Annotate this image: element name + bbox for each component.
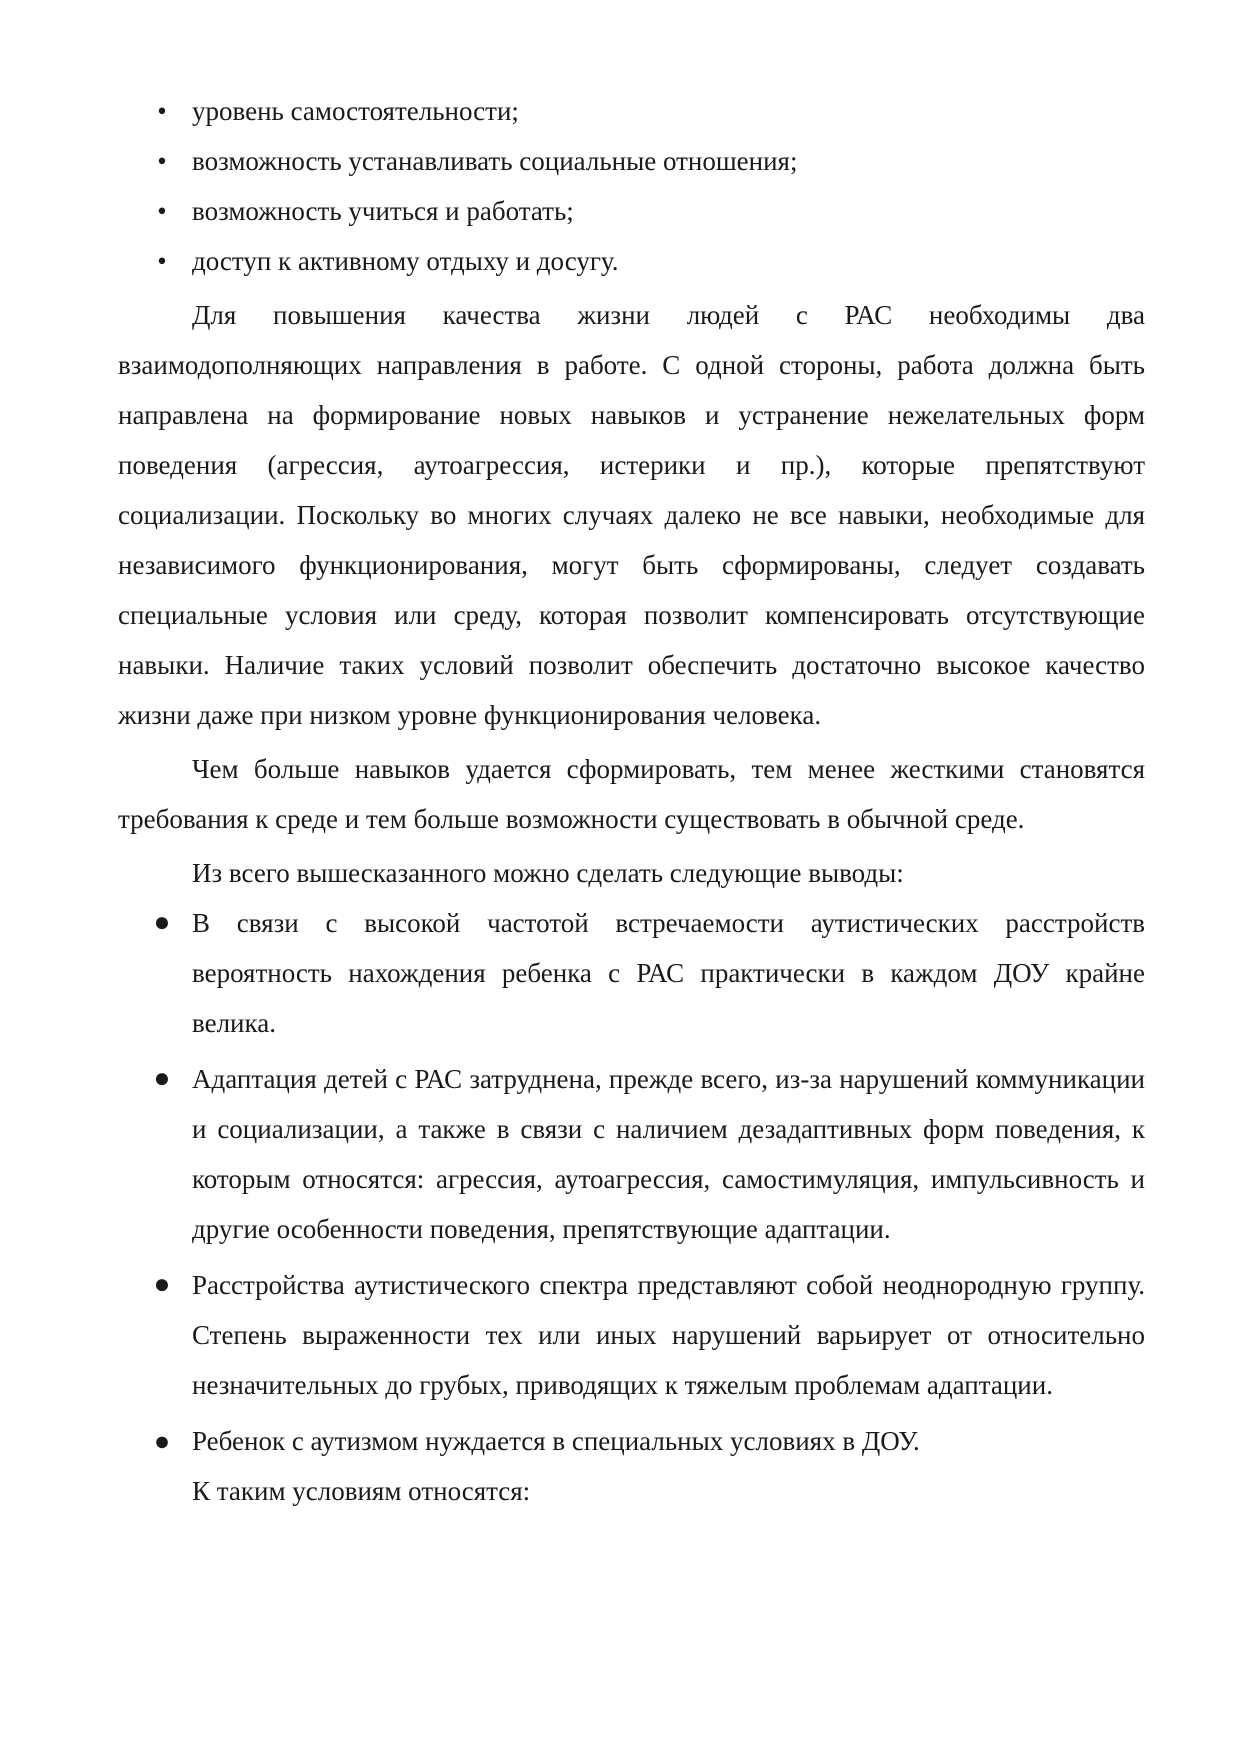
list-item-text: уровень самостоятельности; [192,96,519,126]
list-item [118,236,1145,286]
list-item-text: возможность учиться и работать; [192,196,574,226]
list-item [118,186,1145,236]
bullet-icon: • [157,196,167,226]
bullet-icon: • [157,146,167,176]
bullet-icon: • [157,96,167,126]
bullet-icon: • [157,246,167,276]
bullet-icon: ● [153,907,171,938]
conclusion-item [118,898,1145,1048]
conclusion-item [118,1416,1145,1466]
conclusion-text: Ребенок с аутизмом нуждается в специальных условиях в ДОУ. [192,1426,920,1456]
list-item-text: возможность устанавливать социальные отношения; [192,146,798,176]
conclusion-text: В связи с высокой частотой встречаемости аутистических расстройств вероятность нахождения ребенка с РАС практически в каждом ДОУ крайне велика. [192,908,1145,1038]
bullet-icon: ● [153,1269,171,1300]
paragraph-quality-of-life: Для повышения качества жизни людей с РАС необходимы два взаимодополняющих направления в работе. С одной стороны, работа должна быть направлена на формирование новых навыков и устранение нежелательных форм поведения (агрессия, аутоагрессия, истерики и пр.), которые препятствуют социализации. Поскольку во многих случаях далеко не все навыки, необходимые для независимого функционирования, могут быть сформированы, следует создавать специальные условия или среду, которая позволит компенсировать отсутствующие навыки. Наличие таких условий позволит обеспечить достаточно высокое качество жизни даже при низком уровне функционирования человека. [118,300,1145,730]
list-item-text: доступ к активному отдыху и досугу. [192,246,619,276]
paragraph-skills: Чем больше навыков удается сформировать, тем менее жесткими становятся требования к среде и тем больше возможности существовать в обычной среде. [118,754,1145,834]
conclusion-item [118,1260,1145,1410]
conclusion-item [118,1054,1145,1254]
list-item [118,86,1145,136]
paragraph-conclusions-intro: Из всего вышесказанного можно сделать следующие выводы: [192,858,904,888]
conclusion-text: Расстройства аутистического спектра представляют собой неоднородную группу. Степень выраженности тех или иных нарушений варьирует от относительно незначительных до грубых, приводящих к тяжелым проблемам адаптации. [192,1270,1145,1400]
bullet-icon: ● [153,1063,171,1094]
closing-line: К таким условиям относятся: [192,1476,531,1506]
bullet-icon: ● [153,1426,171,1456]
list-item [118,136,1145,186]
conclusion-text: Адаптация детей с РАС затруднена, прежде всего, из-за нарушений коммуникации и социализации, а также в связи с наличием дезадаптивных форм поведения, к которым относятся: агрессия, аутоагрессия, самостимуляция, импульсивность и другие особенности поведения, препятствующие адаптации. [192,1064,1145,1244]
document-page [118,86,1145,1516]
